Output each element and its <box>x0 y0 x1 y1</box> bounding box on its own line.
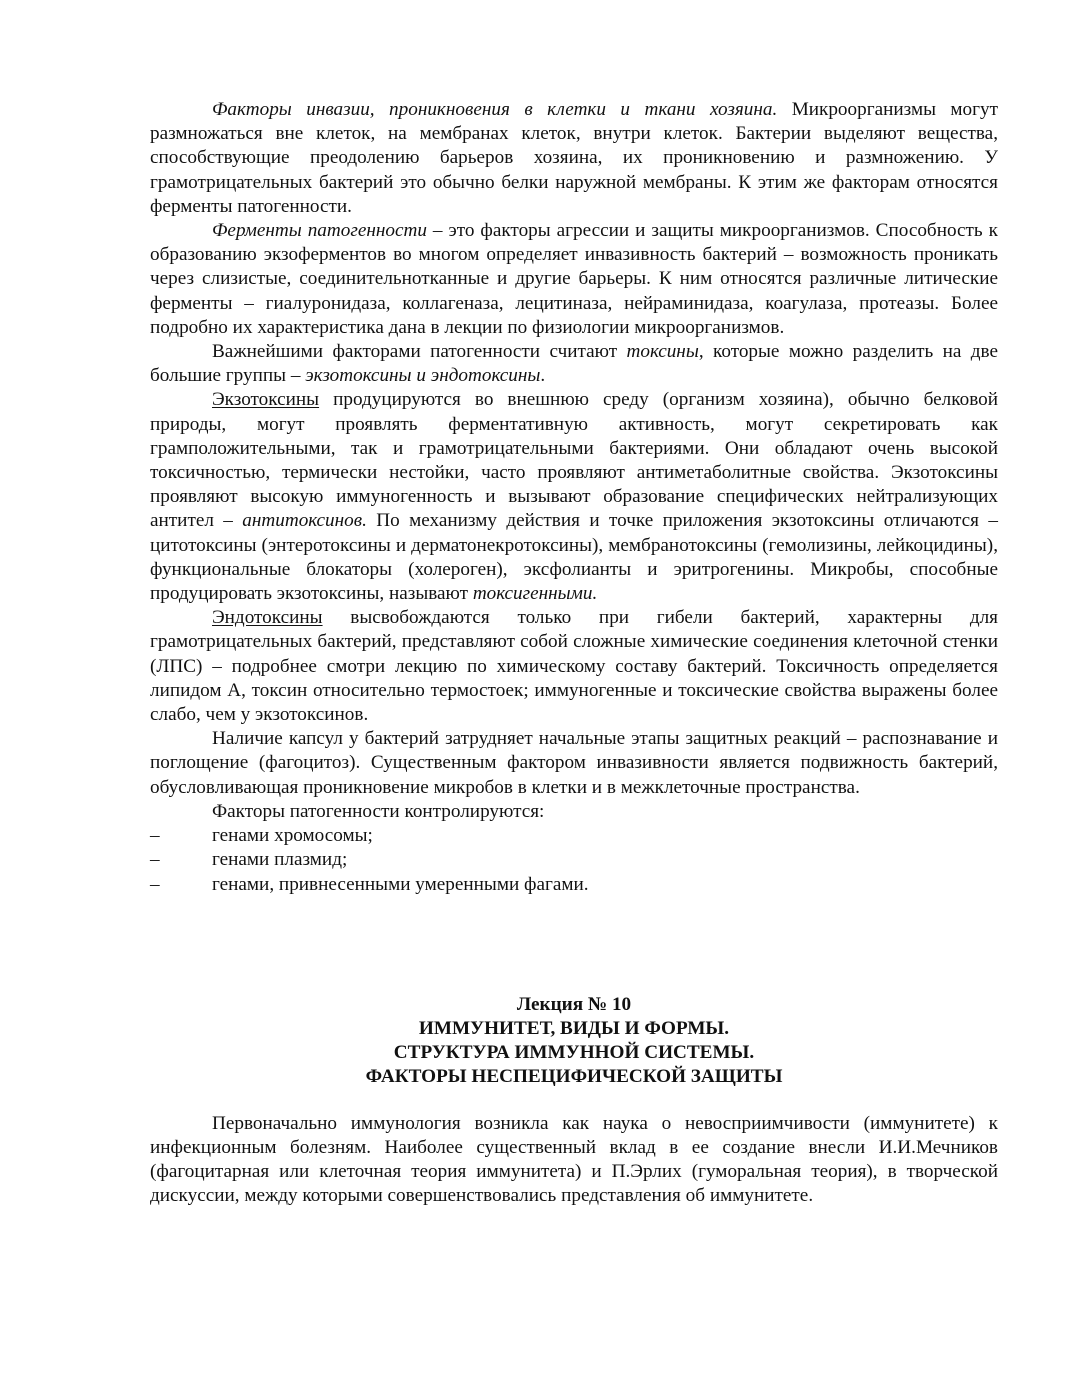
paragraph-text: Наличие капсул у бактерий затрудняет начальные этапы защитных реакций – распознавание и поглощение (фагоцитоз). Существенным фактором инвазивности является подвижность бактерий, обусловливающая проникновение микробов в клетки и в межклеточные пространства. <box>150 728 998 798</box>
paragraph-text: высвобождаются только при гибели бактерий, характерны для грамотрицательных бактерий, представляют собой сложные химические соединения клеточной стенки (ЛПС) – подробнее смотри лекцию по химическому составу бактерий. Токсичность определяется липидом А, токсин относительно термостоек; иммуногенные и токсические свойства выражены более слабо, чем у экзотоксинов. <box>150 607 998 726</box>
italic-term: экзотоксины и эндотоксины <box>305 365 541 387</box>
lecture-heading <box>150 993 998 1090</box>
paragraph-pathogenicity-enzymes <box>150 219 998 340</box>
paragraph-exotoxins <box>150 388 998 606</box>
list-item-text: генами хромосомы; <box>212 825 373 847</box>
italic-term: антитоксинов. <box>242 510 367 532</box>
paragraph-immunology-intro <box>150 1112 998 1209</box>
paragraph-text: , которые можно разделить на две большие группы – <box>150 341 998 387</box>
genes-list <box>150 824 998 897</box>
list-item-text: генами, привнесенными умеренными фагами. <box>212 873 589 895</box>
paragraph-text: Важнейшими факторами патогенности считают <box>212 341 627 363</box>
italic-term: Ферменты патогенности <box>212 220 427 242</box>
document-page <box>150 98 998 1208</box>
list-item <box>150 848 998 872</box>
paragraph-invasion-factors <box>150 98 998 219</box>
lecture-number: Лекция № 10 <box>516 993 632 1015</box>
list-dash: – <box>150 873 160 895</box>
paragraph-toxins <box>150 340 998 388</box>
underlined-term: Эндотоксины <box>212 607 323 629</box>
list-dash: – <box>150 825 160 847</box>
lecture-title-line: ФАКТОРЫ НЕСПЕЦИФИЧЕСКОЙ ЗАЩИТЫ <box>365 1066 783 1088</box>
paragraph-text: продуцируются во внешнюю среду (организм хозяина), обычно белковой природы, могут проявлять ферментативную активность, могут секретировать как грамположительными, так и грамотрицательными бактериями. Они обладают очень высокой токсичностью, термически нестойки, часто проявляют антиметаболитные свойства. Экзотоксины проявляют высокую иммуногенность и вызывают образование специфических нейтрализующих антител – <box>150 389 998 532</box>
paragraph-text: Факторы патогенности контролируются: <box>212 800 545 822</box>
underlined-term: Экзотоксины <box>212 389 320 411</box>
paragraph-text: Микроорганизмы могут размножаться вне клеток, на мембранах клеток, внутри клеток. Бактерии выделяют вещества, способствующие преодолению барьеров хозяина, их проникновению и размножению. У грамотрицательных бактерий это обычно белки наружной мембраны. К этим же факторам относятся ферменты патогенности. <box>150 99 998 217</box>
lecture-title-line: ИММУНИТЕТ, ВИДЫ И ФОРМЫ. <box>418 1017 730 1039</box>
italic-term: токсины <box>626 341 699 363</box>
paragraph-capsules <box>150 727 998 800</box>
paragraph-endotoxins <box>150 606 998 727</box>
list-item <box>150 824 998 848</box>
paragraph-text: – это факторы агрессии и защиты микроорганизмов. Способность к образованию экзоферментов во многом определяет инвазивность бактерий – возможность проникать через слизистые, соединительнотканные и другие барьеры. К ним относятся различные литические ферменты – гиалуронидаза, коллагеназа, лецитиназа, нейраминидаза, коагулаза, протеазы. Более подробно их характеристика дана в лекции по физиологии микроорганизмов. <box>150 220 998 338</box>
paragraph-text: Первоначально иммунология возникла как наука о невосприимчивости (иммунитете) к инфекционным болезням. Наиболее существенный вклад в ее создание внесли И.И.Мечников (фагоцитарная или клеточная теория иммунитета) и П.Эрлих (гуморальная теория), в творческой дискуссии, между которыми совершенствовались представления об иммунитете. <box>150 1112 998 1207</box>
italic-term: токсигенными. <box>472 583 598 605</box>
list-item-text: генами плазмид; <box>212 849 348 871</box>
lecture-title-line: СТРУКТУРА ИММУННОЙ СИСТЕМЫ. <box>393 1042 755 1064</box>
italic-term: Факторы инвазии, проникновения в клетки и ткани хозяина. <box>212 99 778 120</box>
list-item <box>150 873 998 897</box>
paragraph-control <box>150 800 998 824</box>
list-dash: – <box>150 849 160 871</box>
paragraph-text: По механизму действия и точке приложения экзотоксины отличаются – цитотоксины (энтеротоксины и дерматонекротоксины), мембранотоксины (гемолизины, лейкоцидины), функциональные блокаторы (холероген), эксфолианты и эритрогенины. Микробы, способные продуцировать экзотоксины, называют <box>150 510 998 605</box>
paragraph-text: . <box>540 365 546 387</box>
